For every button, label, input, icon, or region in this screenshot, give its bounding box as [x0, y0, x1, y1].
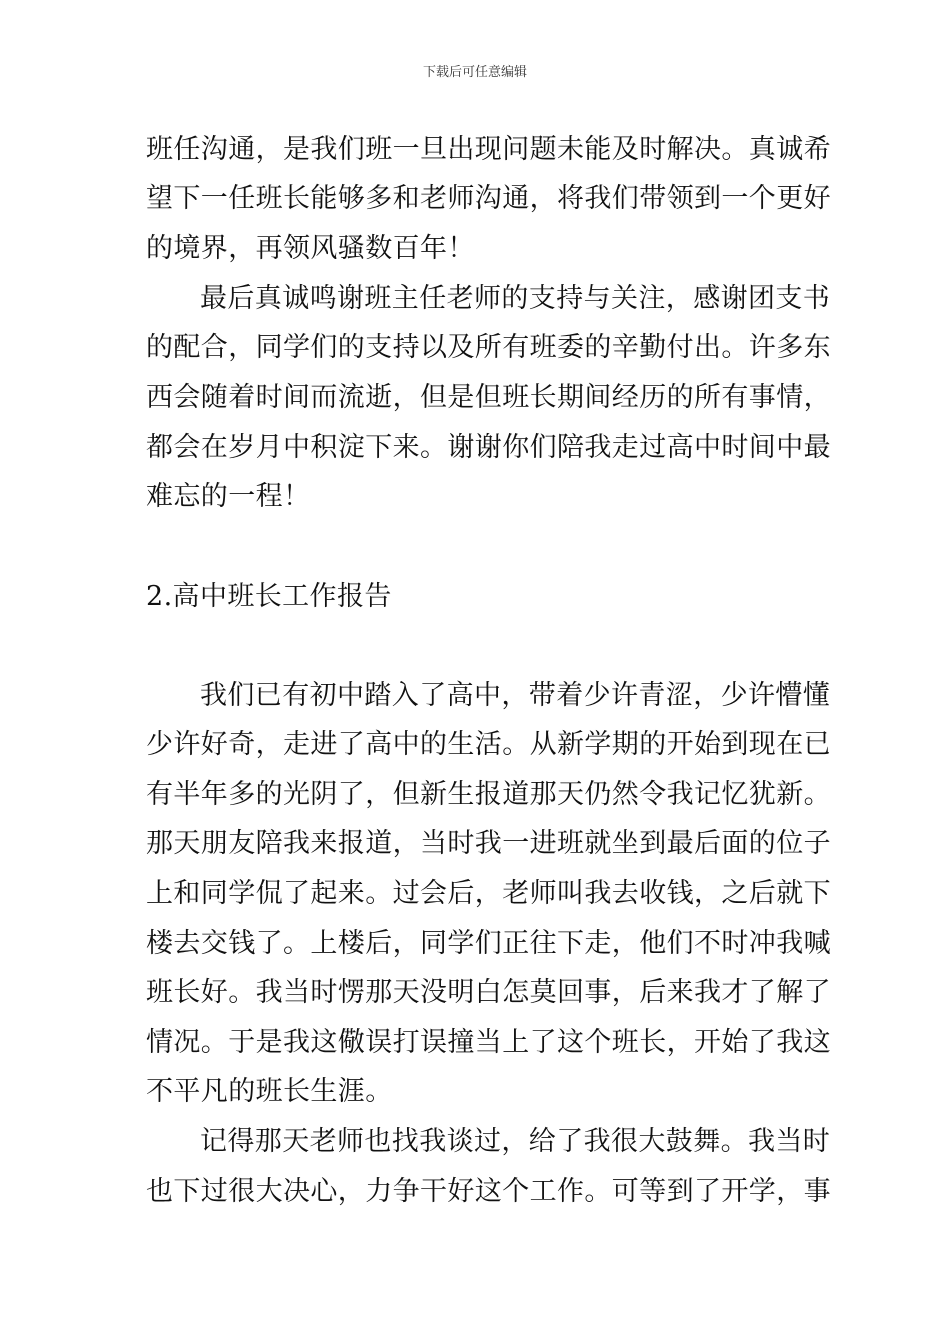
text-line: 也下过很大决心，力争干好这个工作。可等到了开学，事	[146, 1176, 831, 1207]
section-heading: 2.高中班长工作报告	[146, 581, 392, 612]
text-line: 情况。于是我这儆误打误撞当上了这个班长，开始了我这	[146, 1027, 831, 1058]
page-header: 下载后可任意编辑	[422, 65, 527, 80]
text-line: 最后真诚鸣谢班主任老师的支持与关注，感谢团支书	[200, 283, 831, 314]
text-line: 少许好奇，走进了高中的生活。从新学期的开始到现在已	[146, 729, 831, 760]
text-line: 我们已有初中踏入了高中，带着少许青涩，少许懵懂	[200, 680, 831, 711]
text-line: 班任沟通，是我们班一旦出现问题未能及时解决。真诚希	[146, 134, 831, 165]
text-line: 难忘的一程！	[146, 481, 311, 512]
text-line: 的配合，同学们的支持以及所有班委的辛勤付出。许多东	[146, 332, 831, 363]
text-line: 那天朋友陪我来报道，当时我一进班就坐到最后面的位子	[146, 828, 831, 859]
text-line: 楼去交钱了。上楼后，同学们正往下走，他们不时冲我喊	[146, 928, 831, 959]
text-line: 上和同学侃了起来。过会后，老师叫我去收钱，之后就下	[146, 878, 831, 909]
text-line: 不平凡的班长生涯。	[146, 1076, 393, 1107]
text-line: 有半年多的光阴了，但新生报道那天仍然令我记忆犹新。	[146, 779, 831, 810]
text-line: 班长好。我当时愣那天没明白怎莫回事，后来我才了解了	[146, 977, 831, 1008]
text-line: 望下一任班长能够多和老师沟通，将我们带领到一个更好	[146, 183, 831, 214]
text-line: 记得那天老师也找我谈过，给了我很大鼓舞。我当时	[200, 1126, 831, 1157]
text-line: 的境界，再领风骚数百年！	[146, 233, 475, 264]
text-line: 都会在岁月中积淀下来。谢谢你们陪我走过高中时间中最	[146, 432, 831, 463]
text-line: 西会随着时间而流逝，但是但班长期间经历的所有事情，	[146, 382, 831, 413]
